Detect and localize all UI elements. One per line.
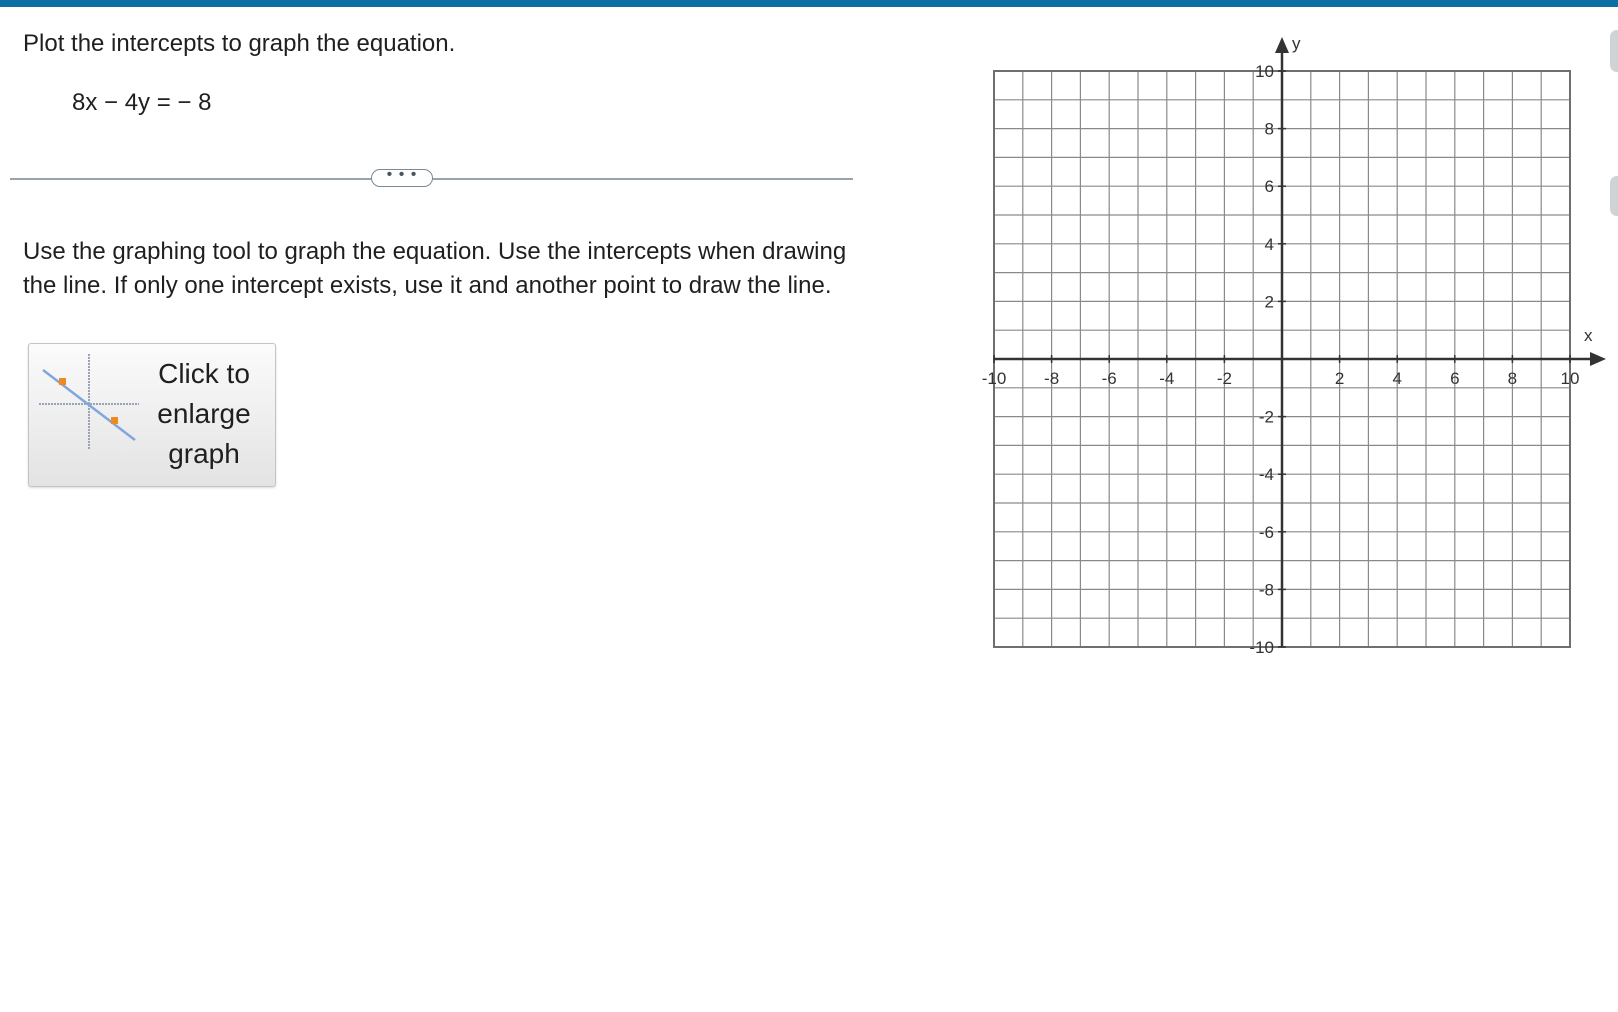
expand-more-label: • • • (386, 165, 418, 183)
y-tick-label: 10 (1255, 62, 1274, 81)
x-tick-label: -2 (1216, 369, 1232, 388)
y-tick-label: 4 (1264, 234, 1274, 254)
x-axis-arrow-icon (1590, 352, 1606, 366)
x-tick-label: 8 (1507, 369, 1518, 388)
y-tick-label: -2 (1258, 407, 1274, 427)
x-tick-label: -10 (981, 369, 1007, 388)
x-tick-label: 10 (1560, 369, 1580, 388)
y-tick-label: -8 (1258, 580, 1274, 600)
x-tick-label: -4 (1159, 369, 1175, 388)
expand-more-button[interactable] (371, 165, 433, 187)
y-tick-label: 8 (1264, 119, 1274, 139)
edge-scroll-handle-bottom (1610, 176, 1618, 216)
graph-thumbnail-icon (39, 354, 139, 454)
graphing-instructions: Use the graphing tool to graph the equation. Use the intercepts when drawing the line. If only one intercept exists, use it and another point to draw the line. (23, 238, 847, 299)
coordinate-graph[interactable] (955, 30, 1610, 660)
y-axis-label: y (1292, 34, 1301, 53)
enlarge-graph-label (137, 354, 271, 474)
x-tick-label: -8 (1044, 369, 1060, 388)
enlarge-label-line-3: graph (168, 438, 240, 469)
edge-scroll-handle-top (1610, 30, 1618, 72)
x-axis-label: x (1584, 326, 1593, 345)
y-tick-label: -6 (1258, 522, 1274, 542)
top-accent-bar (0, 0, 1618, 7)
y-tick-label: -4 (1258, 465, 1274, 485)
y-tick-label: 6 (1264, 177, 1274, 197)
enlarge-label-line-1: Click to (158, 358, 250, 389)
equation: 8x − 4y = − 8 (72, 89, 212, 116)
y-tick-label: -10 (1249, 638, 1274, 657)
x-tick-label: 4 (1392, 369, 1402, 388)
y-tick-label: 2 (1264, 292, 1274, 312)
enlarge-label-line-2: enlarge (157, 398, 251, 429)
x-tick-label: 2 (1334, 369, 1345, 388)
x-tick-label: 6 (1450, 369, 1460, 388)
enlarge-graph-button[interactable] (28, 343, 276, 487)
y-axis-arrow-icon (1275, 37, 1289, 53)
x-tick-label: -6 (1101, 369, 1117, 388)
question-instruction: Plot the intercepts to graph the equation. (23, 30, 456, 57)
